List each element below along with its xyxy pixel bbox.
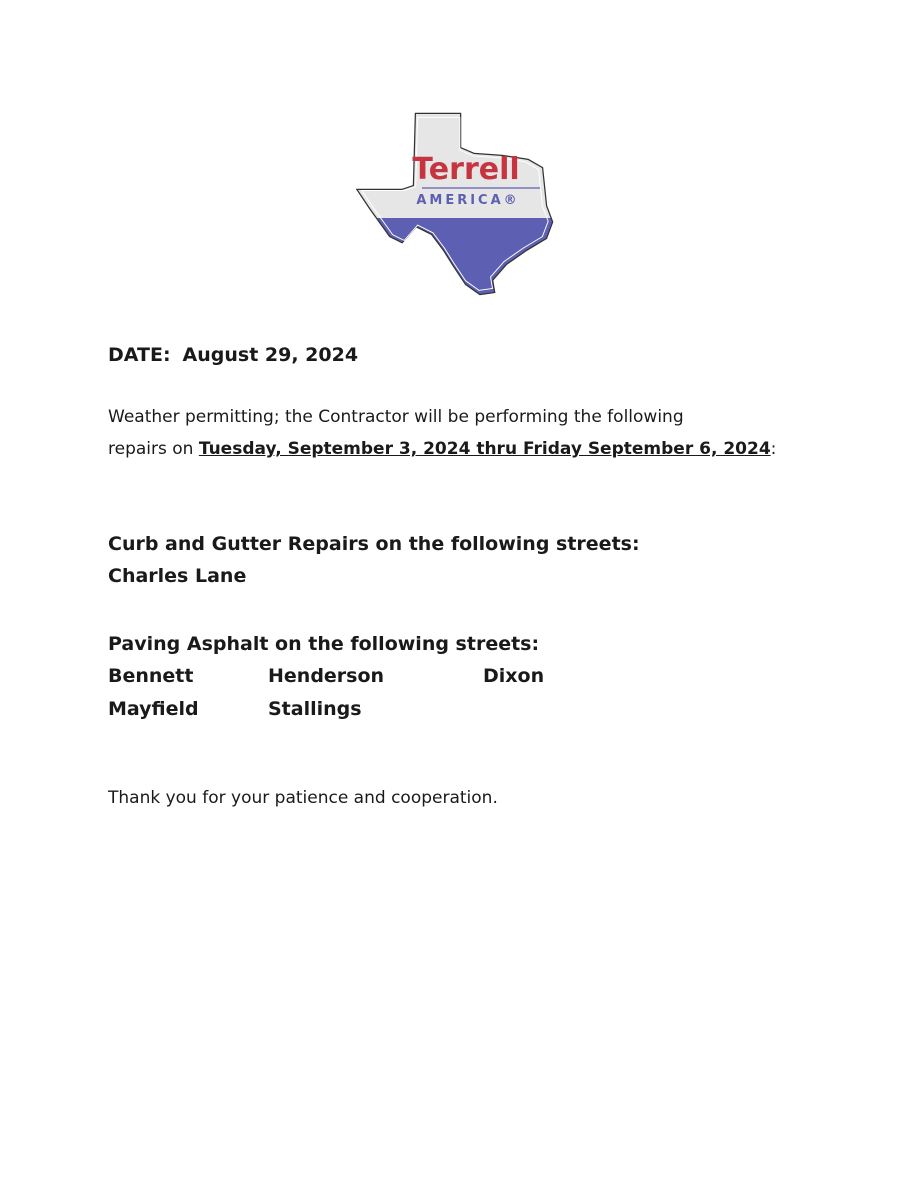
notice-line-2: repairs on Tuesday, September 3, 2024 thru Friday September 6, 2024: <box>108 439 777 459</box>
date-line <box>108 344 358 366</box>
notice-paragraph <box>108 401 776 465</box>
paving-heading: Paving Asphalt on the following streets: <box>108 633 540 655</box>
date-value: August 29, 2024 <box>182 344 359 366</box>
paving-street: Henderson <box>268 665 385 687</box>
terrell-america-logo <box>356 110 556 296</box>
curb-street: Charles Lane <box>108 565 247 587</box>
texas-shape-icon <box>356 110 556 296</box>
paving-street: Mayfield <box>108 698 199 720</box>
closing-line: Thank you for your patience and cooperation. <box>108 788 498 808</box>
paving-street: Dixon <box>483 665 545 687</box>
paving-street: Stallings <box>268 698 362 720</box>
paving-street: Bennett <box>108 665 194 687</box>
date-label: DATE: <box>108 344 171 366</box>
logo-wordmark: Terrell <box>412 152 520 187</box>
work-dates: Tuesday, September 3, 2024 thru Friday September 6, 2024 <box>198 439 771 459</box>
logo-subtitle: AMERICA® <box>416 193 520 208</box>
curb-heading: Curb and Gutter Repairs on the following streets: <box>108 533 640 555</box>
notice-line-1: Weather permitting; the Contractor will be performing the following <box>108 407 684 427</box>
